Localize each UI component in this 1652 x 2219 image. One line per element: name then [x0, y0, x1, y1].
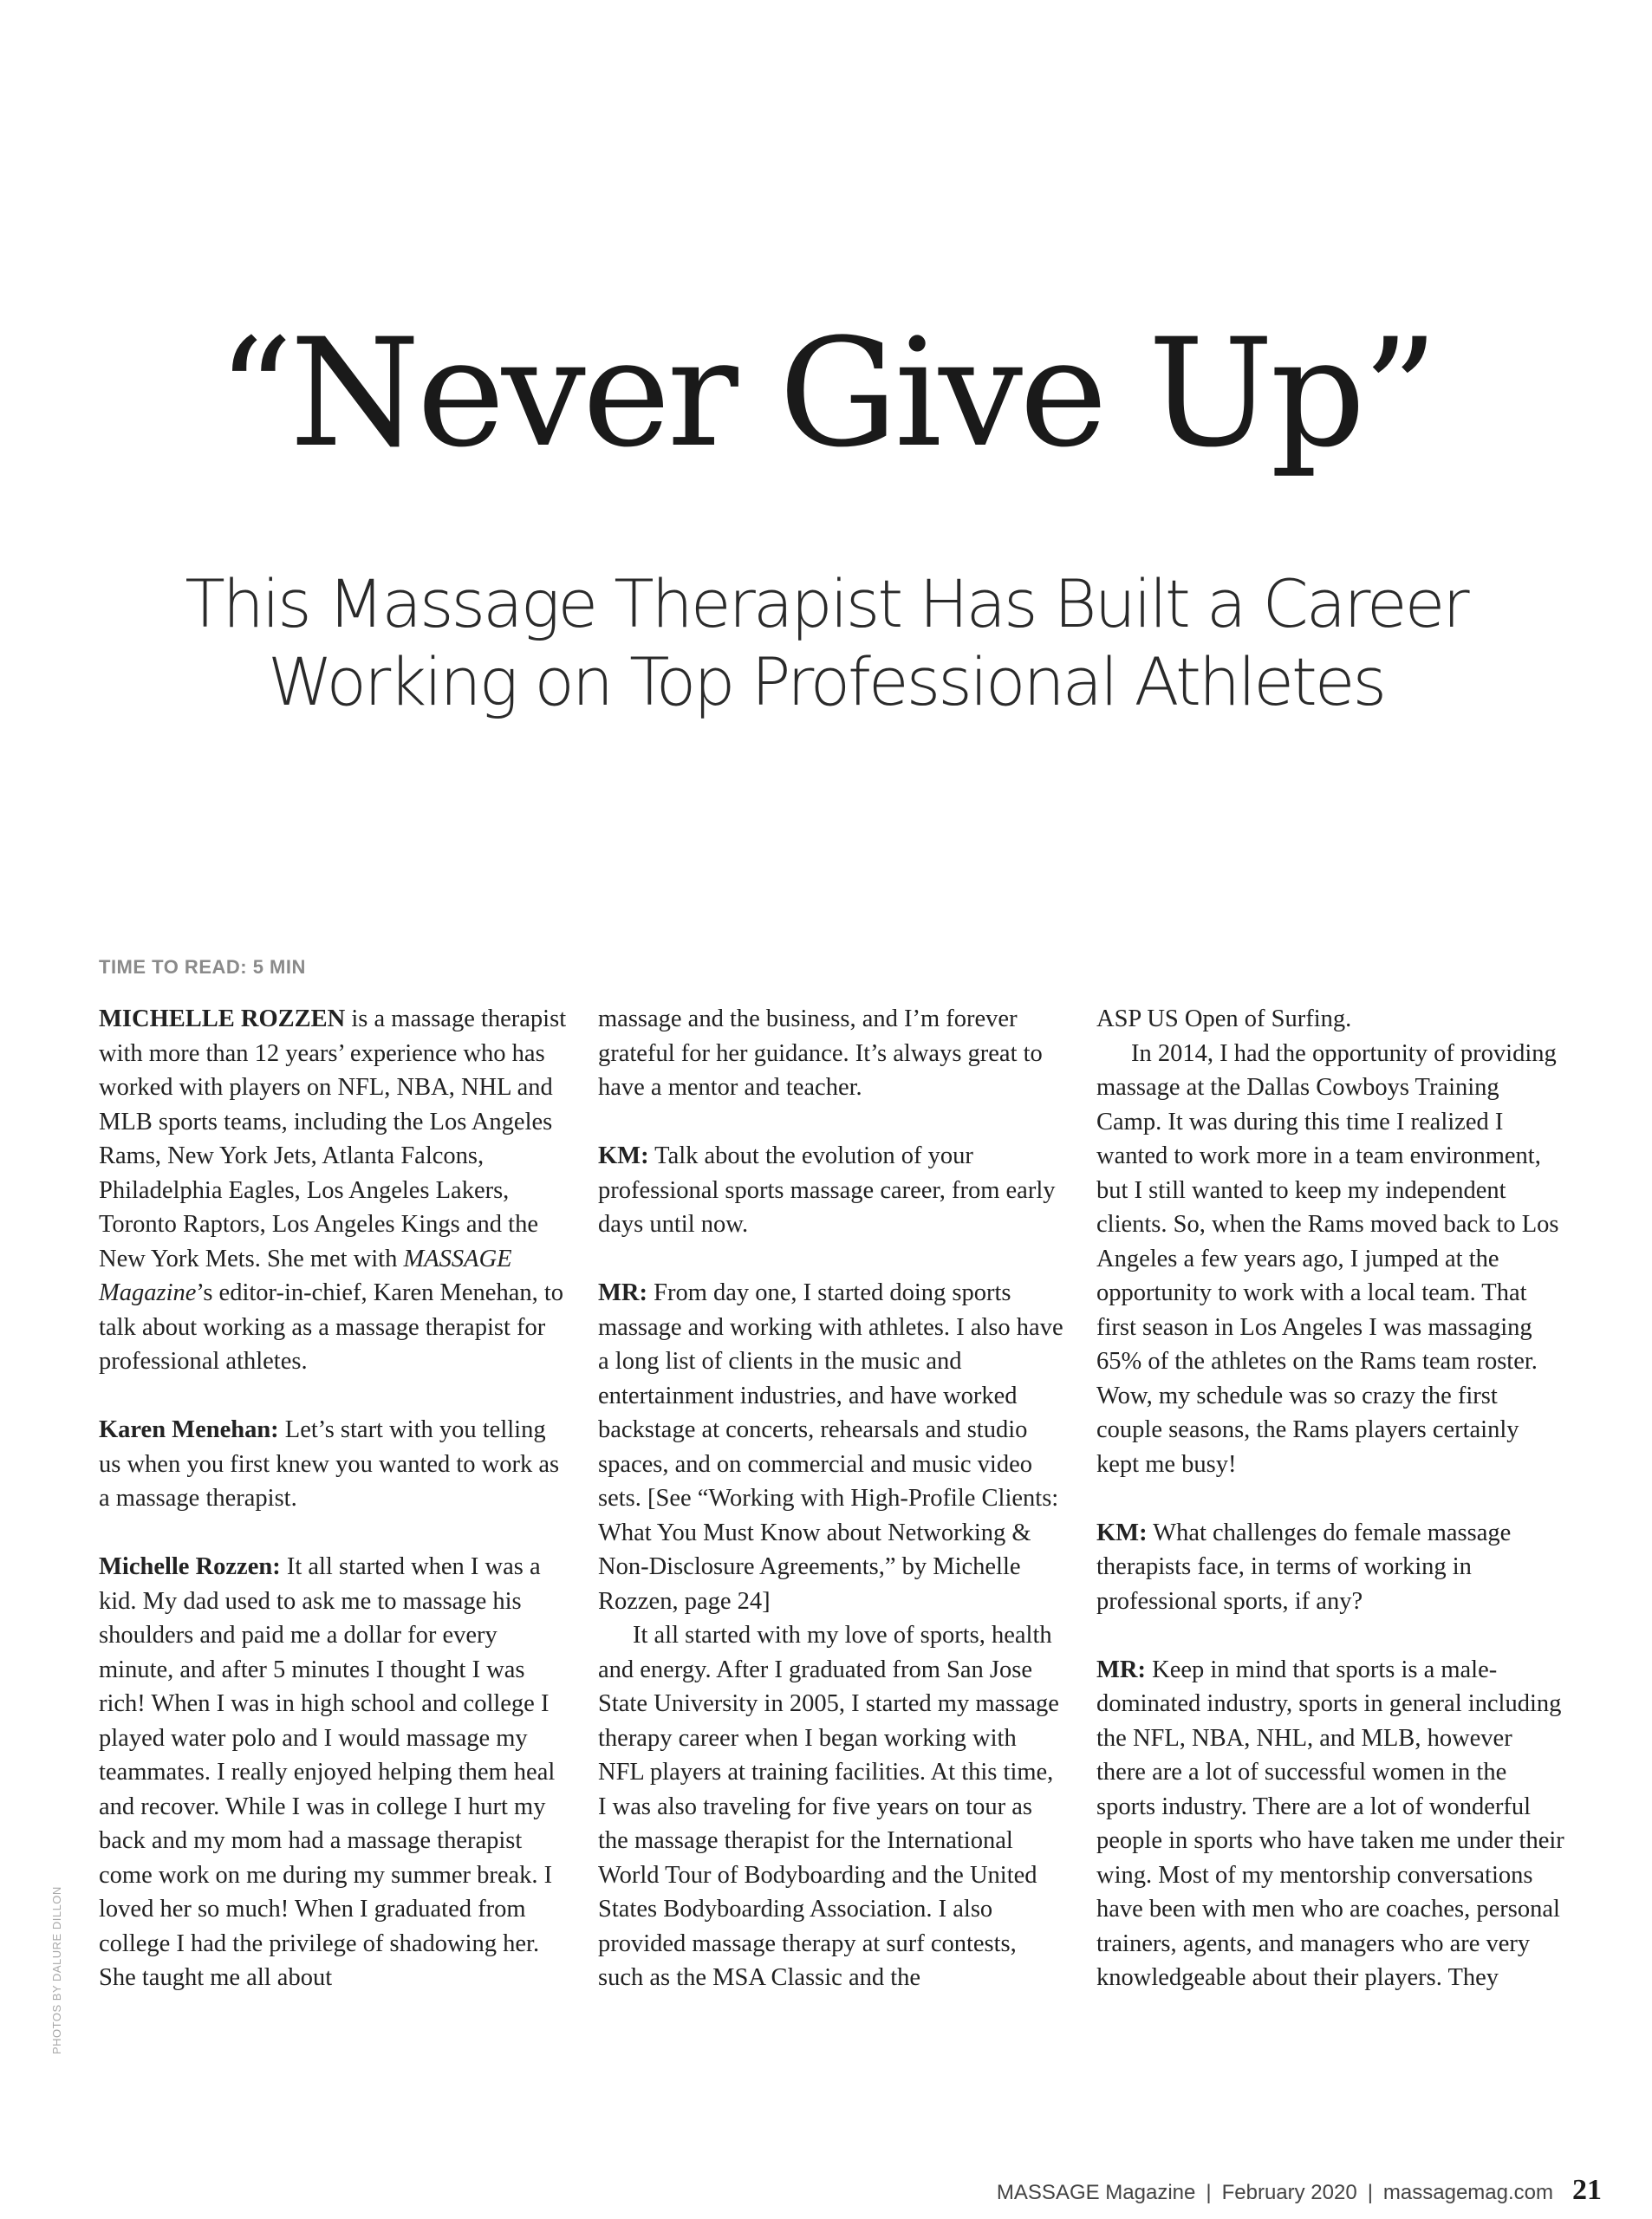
- magazine-name: MASSAGE Magazine: [99, 1245, 512, 1306]
- footer-magazine: MASSAGE Magazine: [996, 2181, 1196, 2204]
- question-1: Karen Menehan: Let’s start with you telling us when you first knew you wanted to work as a massage therapist.: [99, 1416, 560, 1512]
- speaker-label: Michelle Rozzen:: [99, 1553, 281, 1580]
- footer-separator: |: [1206, 2181, 1212, 2204]
- speaker-label: MR:: [1096, 1656, 1146, 1683]
- text-column-2: [598, 1002, 1066, 1995]
- page-number: 21: [1572, 2174, 1602, 2206]
- speaker-label: MR:: [598, 1279, 647, 1306]
- page-footer: [997, 2174, 1602, 2207]
- photo-credit: PHOTOS BY DALURE DILLON: [50, 1886, 63, 2054]
- answer-2: MR: From day one, I started doing sports massage and working with athletes. I also have a long list of clients in the music and entertainment industries, and have worked backstage at concerts, rehearsals and studio spaces, and on commercial and music video sets. [See “Working with High-Profile Clients: What You Must Know about Networking & Non-Disclosure Agreements,” by Michelle Rozzen, page 24]: [598, 1279, 1063, 1615]
- speaker-label: Karen Menehan:: [99, 1416, 279, 1443]
- speaker-label: KM:: [1096, 1519, 1148, 1546]
- footer-issue-date: February 2020: [1221, 2181, 1357, 2204]
- subtitle-line-1: This Massage Therapist Has Built a Career: [185, 565, 1467, 642]
- article-subtitle: [0, 565, 1652, 721]
- subject-name: MICHELLE ROZZEN: [99, 1005, 346, 1032]
- answer-2-paragraph-2: It all started with my love of sports, health and energy. After I graduated from San Jose State University in 2005, I started my massage therapy career when I began working with NFL players at training facilities. At this time, I was also traveling for five years on tour as the massage therapist for the International World Tour of Bodyboarding and the United States Bodyboarding Association. I also provided massage therapy at surf contests, such as the MSA Classic and the: [598, 1622, 1059, 1991]
- answer-3: MR: Keep in mind that sports is a male-dominated industry, sports in general including the NFL, NBA, NHL, and MLB, however there are a lot of successful women in the sports industry. There are a lot of wonderful people in sports who have taken me under their wing. Most of my mentorship conversations have been with men who are coaches, personal trainers, agents, and managers who are very knowledgeable about their players. They: [1096, 1656, 1564, 1991]
- footer-separator: |: [1367, 2181, 1373, 2204]
- article-title: “Never Give Up”: [217, 306, 1435, 480]
- text-column-1: [99, 1002, 567, 1995]
- question-3: KM: What challenges do female massage therapists face, in terms of working in professional sports, if any?: [1096, 1519, 1512, 1615]
- time-to-read: TIME TO READ: 5 MIN: [99, 956, 306, 978]
- intro-paragraph: MICHELLE ROZZEN is a massage therapist with more than 12 years’ experience who has worked with players on NFL, NBA, NHL and MLB sports teams, including the Los Angeles Rams, New York Jets, Atlanta Falcons, Philadelphia Eagles, Los Angeles Lakers, Toronto Raptors, Los Angeles Kings and the New York Mets. She met with MASSAGE Magazine’s editor-in-chief, Karen Menehan, to talk about working as a massage therapist for professional athletes.: [99, 1005, 567, 1375]
- answer-1: Michelle Rozzen: It all started when I was a kid. My dad used to ask me to massage his shoulders and paid me a dollar for every minute, and after 5 minutes I thought I was rich! When I was in high school and college I played water polo and I would massage my teammates. I really enjoyed helping them heal and recover. While I was in college I hurt my back and my mom had a massage therapist come work on me during my summer break. I loved her so much! When I graduated from college I had the privilege of shadowing her. She taught me all about: [99, 1553, 556, 1991]
- text-column-3: [1096, 1002, 1564, 1995]
- subtitle-line-2: Working on Top Professional Athletes: [267, 643, 1385, 720]
- answer-2-paragraph-3: In 2014, I had the opportunity of providing massage at the Dallas Cowboys Training Camp. It was during this time I realized I wanted to work more in a team environment, but I still wanted to keep my independent clients. So, when the Rams moved back to Los Angeles a few years ago, I jumped at the opportunity to work with a local team. That first season in Los Angeles I was massaging 65% of the athletes on the Rams team roster. Wow, my schedule was so crazy the first couple seasons, the Rams players certainly kept me busy!: [1096, 1039, 1559, 1478]
- answer-2-continued: ASP US Open of Surfing.: [1096, 1005, 1352, 1032]
- answer-1-continued: massage and the business, and I’m forever grateful for her guidance. It’s always great to have a mentor and teacher.: [598, 1005, 1043, 1101]
- footer-website: massagemag.com: [1382, 2181, 1553, 2204]
- speaker-label: KM:: [598, 1142, 649, 1169]
- question-2: KM: Talk about the evolution of your professional sports massage career, from early days until now.: [598, 1142, 1056, 1238]
